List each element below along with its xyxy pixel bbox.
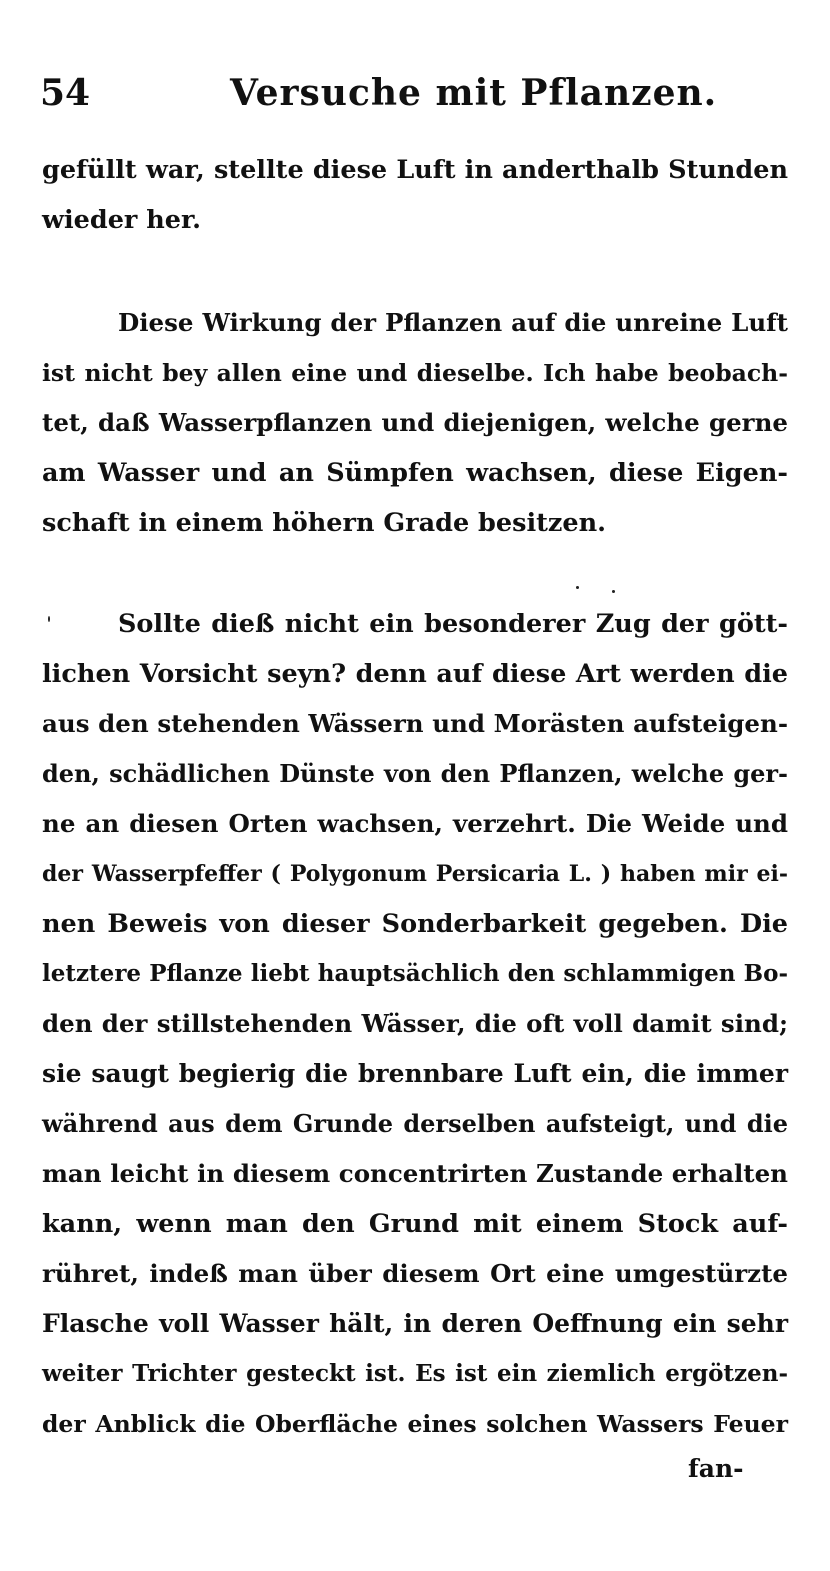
text-line: tet, daß Wasserpflanzen und diejenigen, welche gerne <box>42 408 788 437</box>
text-line: weiter Trichter gesteckt ist. Es ist ein ziemlich ergötzen- <box>42 1360 788 1387</box>
text-line: rühret, indeß man über diesem Ort eine umgestürzte <box>42 1259 788 1288</box>
text-line: der Wasserpfeffer ( Polygonum Persicaria L. ) haben mir ei- <box>42 861 788 887</box>
text-line: während aus dem Grunde derselben aufsteigt, und die <box>42 1109 788 1138</box>
text-line: gefüllt war, stellte diese Luft in anderthalb Stunden <box>42 155 788 185</box>
running-title: Versuche mit Pflanzen. <box>230 72 718 114</box>
scan-speck <box>576 586 579 589</box>
text-line: den der stillstehenden Wässer, die oft voll damit sind; <box>42 1009 788 1038</box>
text-line: nen Beweis von dieser Sonderbarkeit gegeben. Die <box>42 909 788 939</box>
text-line: ne an diesen Orten wachsen, verzehrt. Die Weide und <box>42 809 788 838</box>
text-line: Sollte dieß nicht ein besonderer Zug der gött- <box>118 609 788 639</box>
scan-speck <box>612 590 615 593</box>
page-header <box>40 72 790 122</box>
text-line: Diese Wirkung der Pflanzen auf die unreine Luft <box>118 308 788 337</box>
text-line: letztere Pflanze liebt hauptsächlich den schlammigen Bo- <box>42 960 788 987</box>
text-line: wieder her. <box>42 205 201 235</box>
catchword: fan- <box>688 1454 744 1483</box>
text-line: kann, wenn man den Grund mit einem Stock auf- <box>42 1209 788 1239</box>
text-line: sie saugt begierig die brennbare Luft ein, die immer <box>42 1059 788 1088</box>
text-line: man leicht in diesem concentrirten Zustande erhalten <box>42 1159 788 1188</box>
text-line: der Anblick die Oberfläche eines solchen Wassers Feuer <box>42 1410 788 1438</box>
text-line: lichen Vorsicht seyn? denn auf diese Art werden die <box>42 659 788 689</box>
text-line: schaft in einem höhern Grade besitzen. <box>42 508 607 538</box>
text-line: am Wasser und an Sümpfen wachsen, diese Eigen- <box>42 458 788 488</box>
text-line: den, schädlichen Dünste von den Pflanzen, welche ger- <box>42 759 788 788</box>
text-line: Flasche voll Wasser hält, in deren Oeffnung ein sehr <box>42 1309 788 1338</box>
page-number: 54 <box>40 72 91 114</box>
scan-speck <box>48 616 50 622</box>
text-line: aus den stehenden Wässern und Morästen aufsteigen- <box>42 709 788 738</box>
text-line: ist nicht bey allen eine und dieselbe. Ich habe beobach- <box>42 359 788 387</box>
